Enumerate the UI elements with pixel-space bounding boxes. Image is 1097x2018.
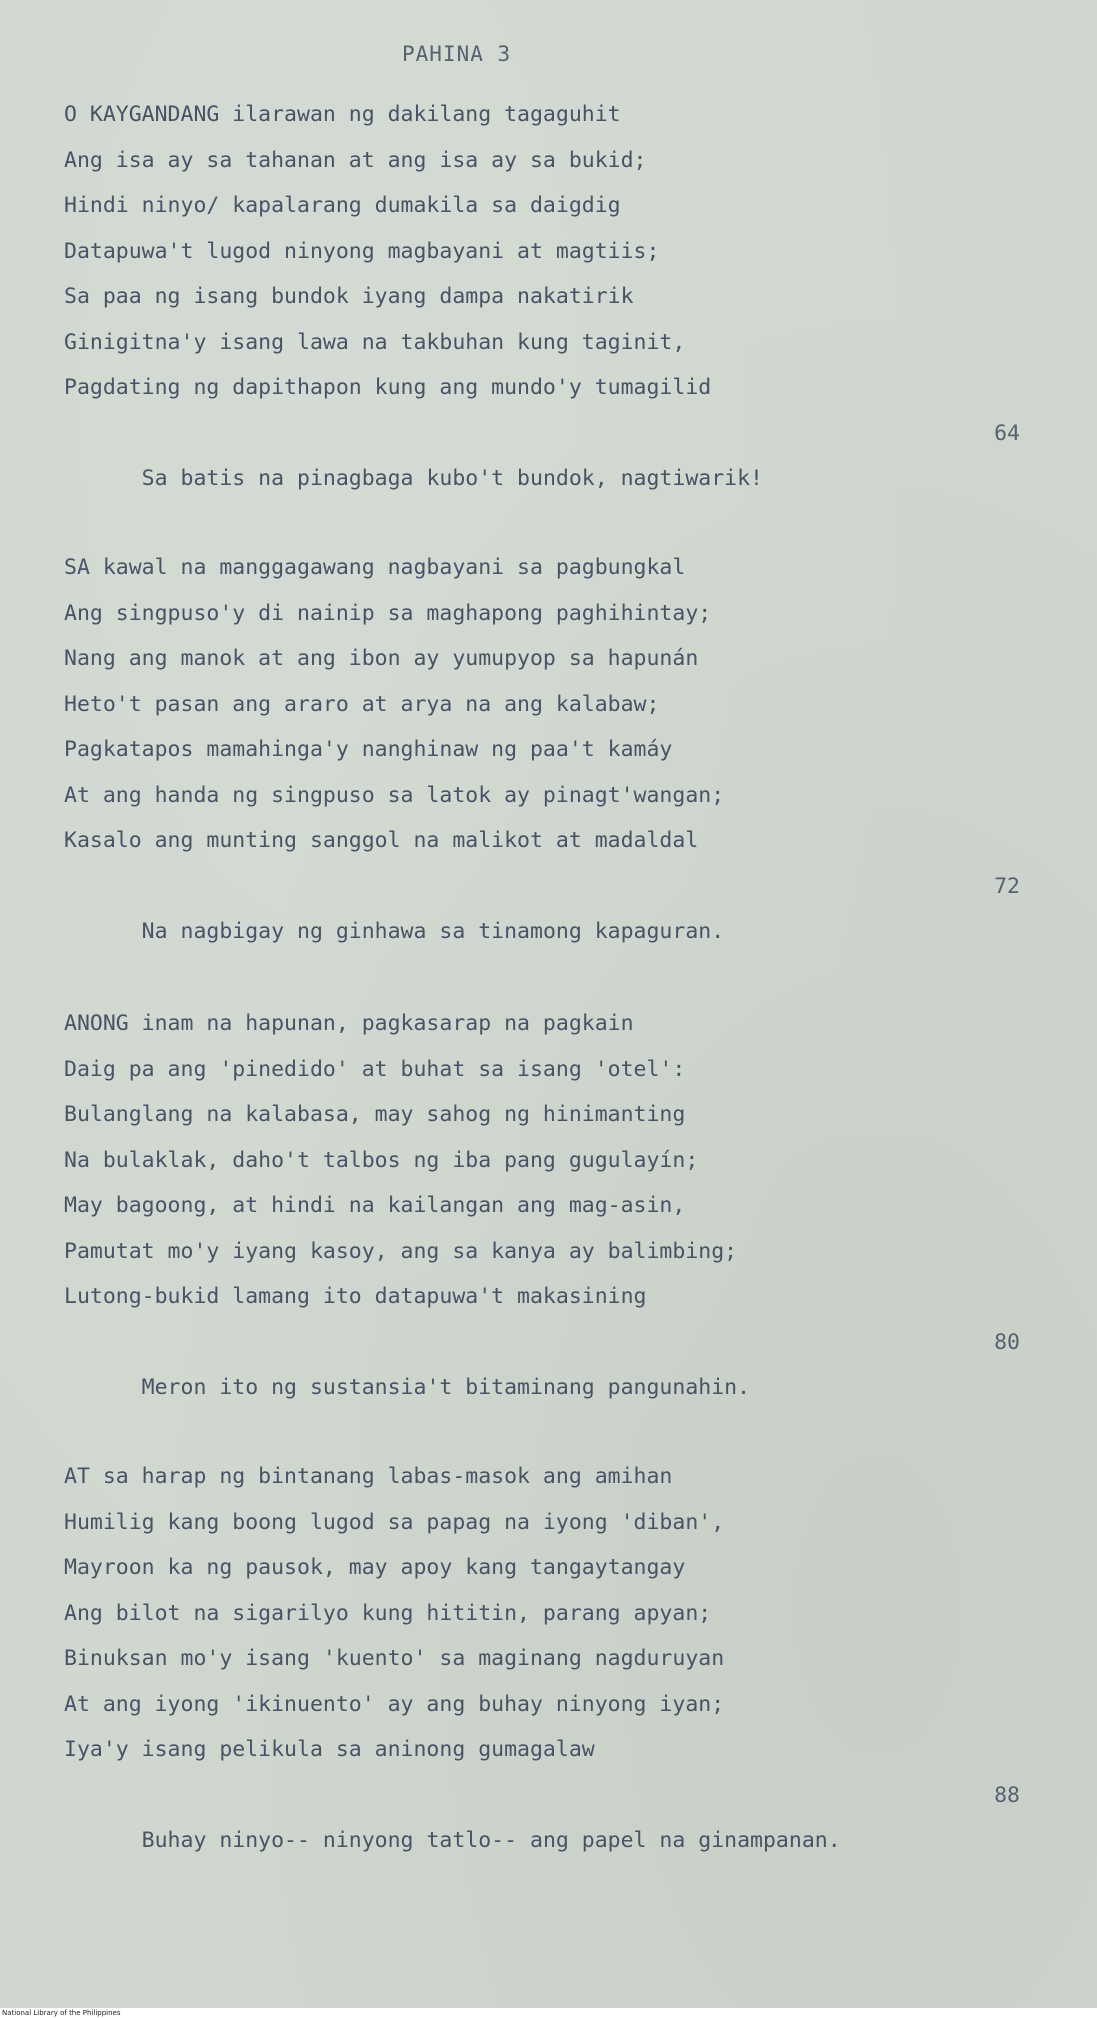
verse-line: Pamutat mo'y iyang kasoy, ang sa kanya ay balimbing; (64, 1238, 738, 1264)
verse-line: Na bulaklak, daho't talbos ng iba pang gugulayín; (64, 1147, 699, 1173)
verse-line: At ang handa ng singpuso sa latok ay pinagt'wangan; (64, 782, 725, 808)
verse-line: Daig pa ang 'pinedido' at buhat sa isang 'otel': (64, 1056, 686, 1082)
verse-line: Mayroon ka ng pausok, may apoy kang tangaytangay (64, 1555, 686, 1580)
line-number: 64 (994, 420, 1020, 446)
line-number: 80 (994, 1329, 1020, 1355)
stanza-4 (64, 1454, 1024, 1853)
stanza-3 (64, 1001, 1024, 1400)
verse-line: Ang bilot na sigarilyo kung hititin, parang apyan; (64, 1600, 712, 1626)
verse-line: Ang isa ay sa tahanan at ang isa ay sa bukid; (64, 147, 647, 173)
verse-line: Hindi ninyo/ kapalarang dumakila sa daigdig (64, 193, 621, 218)
verse-line: Ang singpuso'y di nainip sa maghapong paghihintay; (64, 600, 712, 626)
verse-line: SA kawal na manggagawang nagbayani sa pagbungkal (64, 555, 686, 580)
stanza-1 (64, 92, 1024, 491)
verse-line: AT sa harap ng bintanang labas-masok ang amihan (64, 1464, 673, 1489)
verse-line: Kasalo ang munting sanggol na malikot at madaldal (64, 828, 699, 853)
verse-line: Lutong-bukid lamang ito datapuwa't makasining (64, 1284, 647, 1309)
page-title: PAHINA 3 (402, 42, 512, 66)
verse-line: Ginigitna'y isang lawa na takbuhan kung taginit, (64, 329, 686, 355)
archive-credit: National Library of the Philippines (2, 2009, 121, 2017)
line-number: 88 (994, 1782, 1020, 1808)
verse-line: Iya'y isang pelikula sa aninong gumagalaw (64, 1737, 595, 1762)
verse-line: Sa batis na pinagbaga kubo't bundok, nagtiwarik! (141, 466, 763, 491)
verse-line: Humilig kang boong lugod sa papag na iyong 'diban', (64, 1509, 725, 1535)
verse-line: Nang ang manok at ang ibon ay yumupyop sa hapunán (64, 646, 699, 671)
verse-line: Bulanglang na kalabasa, may sahog ng hinimanting (64, 1102, 686, 1127)
line-number: 72 (994, 873, 1020, 899)
verse-line: Sa paa ng isang bundok iyang dampa nakatirik (64, 284, 634, 309)
verse-line: Buhay ninyo-- ninyong tatlo-- ang papel na ginampanan. (141, 1828, 841, 1853)
verse-line: Heto't pasan ang araro at arya na ang kalabaw; (64, 691, 660, 717)
verse-line: ANONG inam na hapunan, pagkasarap na pagkain (64, 1011, 634, 1036)
verse-line: O KAYGANDANG ilarawan ng dakilang tagaguhit (64, 102, 621, 127)
verse-line: Na nagbigay ng ginhawa sa tinamong kapaguran. (141, 919, 725, 944)
verse-line: Binuksan mo'y isang 'kuento' sa maginang nagduruyan (64, 1646, 725, 1671)
verse-line: Pagdating ng dapithapon kung ang mundo'y tumagilid (64, 375, 712, 400)
verse-line: At ang iyong 'ikinuento' ay ang buhay ninyong iyan; (64, 1691, 725, 1717)
verse-line: May bagoong, at hindi na kailangan ang mag-asin, (64, 1193, 686, 1218)
verse-line: Datapuwa't lugod ninyong magbayani at magtiis; (64, 238, 660, 264)
verse-line: Pagkatapos mamahinga'y nanghinaw ng paa't kamáy (64, 737, 673, 762)
verse-line: Meron ito ng sustansia't bitaminang pangunahin. (141, 1375, 751, 1400)
stanza-2 (64, 545, 1024, 944)
